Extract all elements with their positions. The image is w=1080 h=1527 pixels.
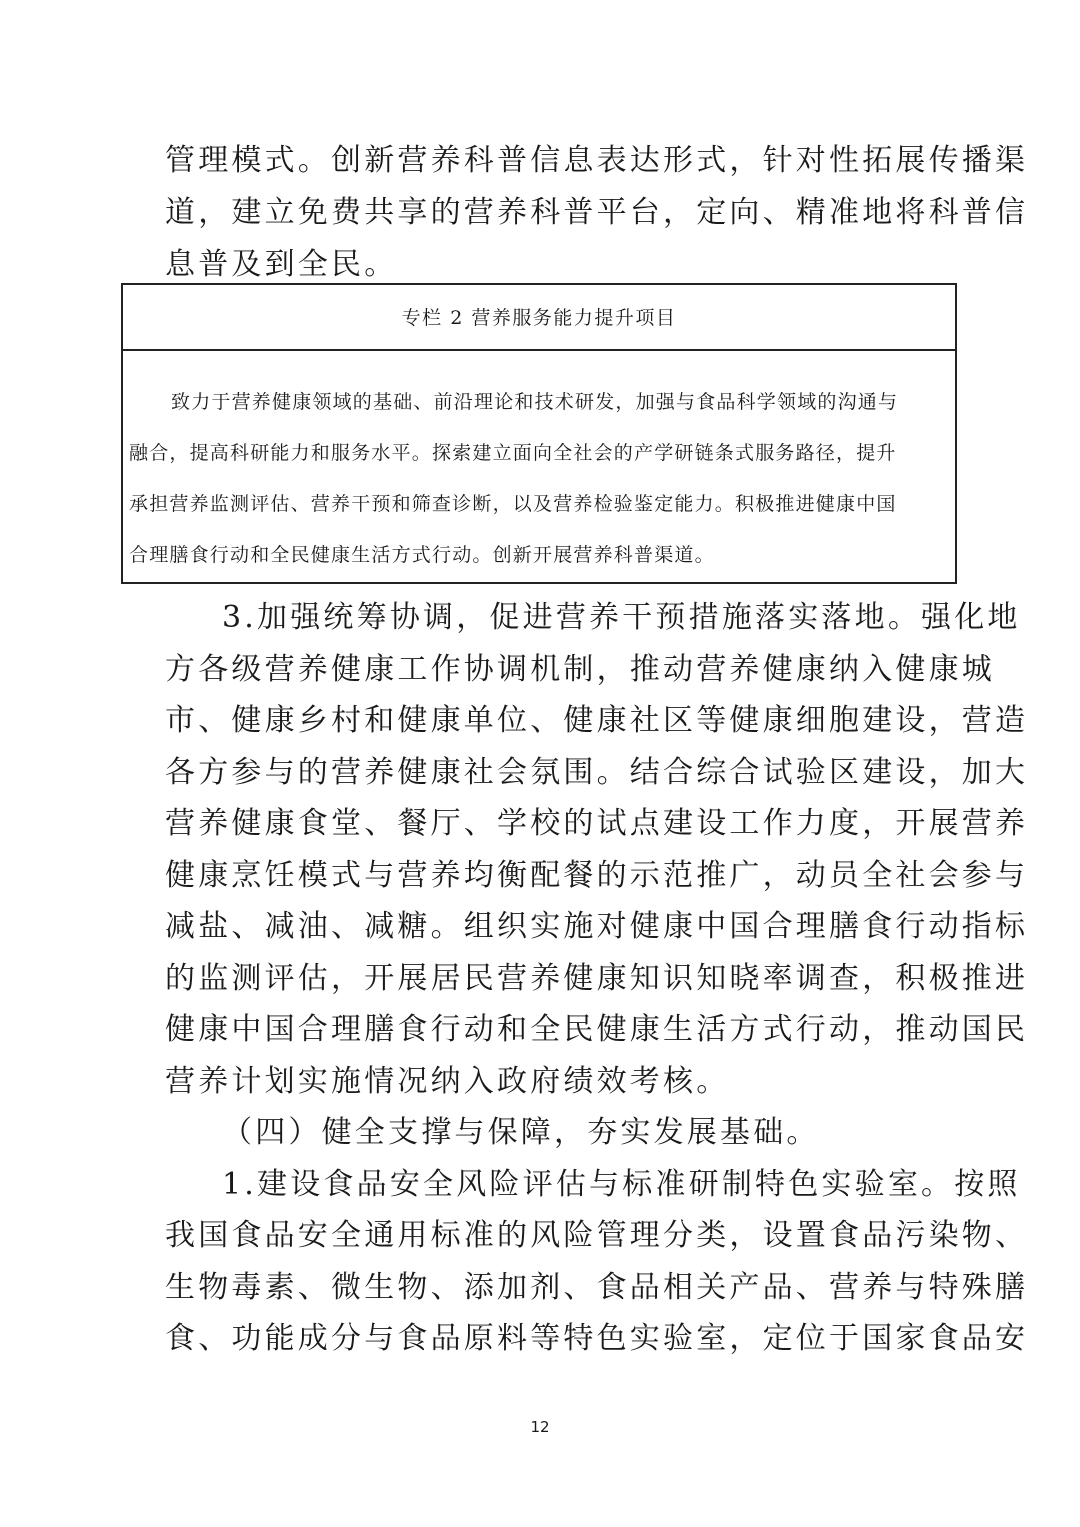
text-line: 各方参与的营养健康社会氛围。结合综合试验区建设，加大 (165, 755, 1029, 790)
text-line: 道，建立免费共享的营养科普平台，定向、精准地将科普信 (165, 195, 1029, 230)
text-line: 减盐、减油、减糖。组织实施对健康中国合理膳食行动指标 (165, 909, 1029, 944)
text-line: 营养健康食堂、餐厅、学校的试点建设工作力度，开展营养 (165, 806, 1029, 841)
text-line: 的监测评估，开展居民营养健康知识知晓率调查，积极推进 (165, 961, 1029, 996)
text-line: 食、功能成分与食品原料等特色实验室，定位于国家食品安 (165, 1321, 1029, 1356)
text-line: 1.建设食品安全风险评估与标准研制特色实验室。按照 (222, 1167, 1021, 1202)
text-line: 市、健康乡村和健康单位、健康社区等健康细胞建设，营造 (165, 703, 1029, 738)
column-box-line: 融合，提高科研能力和服务水平。探索建立面向全社会的产学研链条式服务路径，提升 (129, 442, 897, 464)
column-box-title: 专栏 2 营养服务能力提升项目 (123, 285, 955, 351)
text-line: 健康烹饪模式与营养均衡配餐的示范推广，动员全社会参与 (165, 858, 1029, 893)
text-line: 营养计划实施情况纳入政府绩效考核。 (165, 1064, 730, 1099)
column-box (121, 283, 957, 584)
text-line: 管理模式。创新营养科普信息表达形式，针对性拓展传播渠 (165, 143, 1029, 178)
column-box-line: 致力于营养健康领域的基础、前沿理论和技术研发，加强与食品科学领域的沟通与 (171, 391, 899, 413)
page-number: 12 (530, 1418, 550, 1436)
column-box-line: 合理膳食行动和全民健康生活方式行动。创新开展营养科普渠道。 (129, 544, 715, 566)
text-line: 健康中国合理膳食行动和全民健康生活方式行动，推动国民 (165, 1012, 1029, 1047)
text-line: 我国食品安全通用标准的风险管理分类，设置食品污染物、 (165, 1218, 1029, 1253)
section-heading: （四）健全支撑与保障，夯实发展基础。 (222, 1115, 820, 1150)
text-line: 方各级营养健康工作协调机制，推动营养健康纳入健康城 (165, 652, 995, 687)
text-line: 3.加强统筹协调，促进营养干预措施落实落地。强化地 (222, 600, 1021, 635)
text-line: 息普及到全民。 (165, 247, 398, 282)
text-line: 生物毒素、微生物、添加剂、食品相关产品、营养与特殊膳 (165, 1270, 1029, 1305)
column-box-line: 承担营养监测评估、营养干预和筛查诊断，以及营养检验鉴定能力。积极推进健康中国 (129, 493, 897, 515)
